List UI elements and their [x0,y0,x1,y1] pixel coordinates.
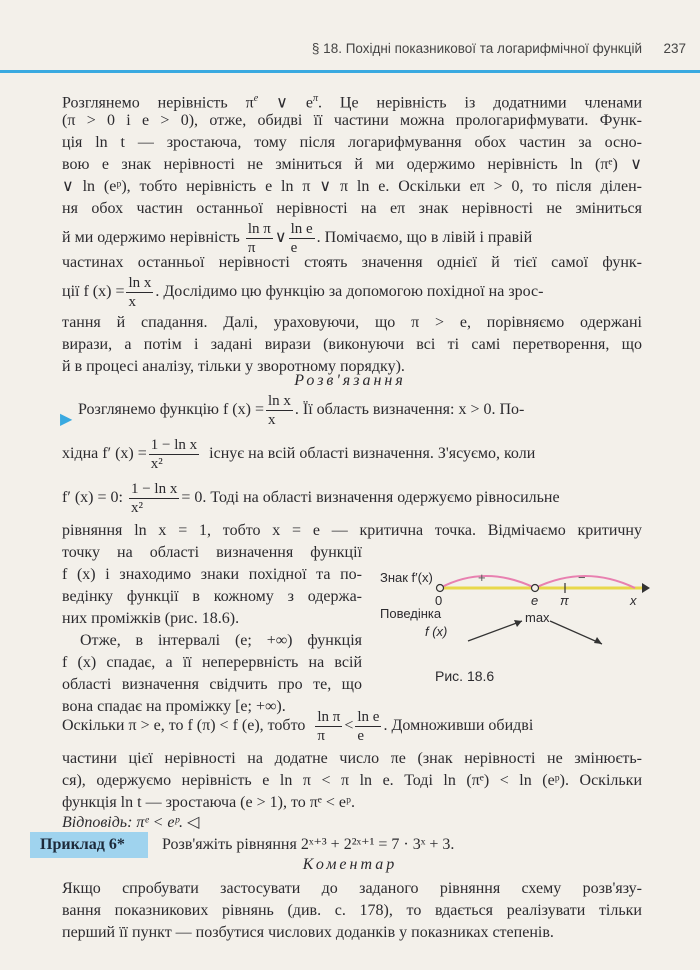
fraction-lnx-x: $\frac{\text{ln x}}{x}$ [267,392,291,428]
text-line: вою e знак нерівності не зміниться й ми одержимо нерівність ln (πᵉ) ∨ [62,156,642,173]
fraction-derivative: $\frac{\text{1 − ln x}}{\text{x²}}$ [150,436,198,472]
comment-heading: Коментар [302,856,398,873]
text-line: функція ln t — зростаюча (e > 1), то πᵉ < eᵖ. [62,794,356,811]
text-line: Якщо спробувати застосувати до заданого рівняння схему розв'язу- [62,880,642,897]
page-header [0,36,700,73]
example-task: Розв'яжіть рівняння 2ˣ⁺³ + 2²ˣ⁺¹ = 7 · 3ˣ + 3. [162,836,455,853]
section-title: § 18. Похідні показникової та логарифмічної функцій [311,41,642,56]
text-line: області визначення свідчить про те, що [62,676,362,693]
text-line: рівняння ln x = 1, тобто x = e — критична точка. Відмічаємо критичну [62,522,642,539]
text-line: них проміжків (рис. 18.6). [62,610,240,627]
fraction-derivative: $\frac{\text{1 − ln x}}{\text{x²}}$ [130,480,178,516]
max-label: max [525,610,550,625]
text-line: (π > 0 і e > 0), отже, обидві її частини можна прологарифмувати. Функ- [62,112,642,129]
minus-sign: − [578,570,586,585]
e-point [532,585,539,592]
fraction-lnx-x: $\frac{\text{ln x}}{x}$ [128,274,152,310]
text-line: ∨ ln (eᵖ), тобто нерівність e ln π ∨ π ln e. Оскільки eπ > 0, то після ділен- [62,178,642,195]
fraction-lne-e: $\frac{\text{ln e}}{e}$ [290,220,313,256]
solution-marker-icon: ▶ [60,411,73,428]
solution-heading: Розв'язання [294,372,406,389]
fraction-lnpi-pi: $\frac{\text{ln π}}{\pi}$ [317,708,341,744]
text-line: вирази, а потім і задані вирази (виконуючи всі ті самі перетворення, що [62,336,642,353]
figure-caption: Рис. 18.6 [435,668,495,684]
e-label: e [531,593,539,608]
positive-arc [440,576,535,588]
behavior-fx-label: f (x) [425,624,448,639]
text-line: вона спадає на проміжку [e; +∞). [62,698,286,715]
text-line: частинах останньої нерівності стоять значення однієї й тієї самої функ- [62,254,642,271]
decrease-arrow [550,621,602,644]
text-line: ція ln t — зростаюча, тому після логарифмування обох частин за осно- [62,134,642,151]
fraction-lne-e: $\frac{\text{ln e}}{e}$ [357,708,380,744]
increase-arrow [468,621,522,641]
x-label: x [630,593,637,608]
text-line-with-fraction: й ми одержимо нерівність $\frac{\text{ln π}}{\pi}$ ∨ $\frac{\text{ln e}}{e}$ . Помічаємо, що в лівій і правій [62,220,533,256]
text-line: частини цієї нерівності на додатне число πe (знак нерівності не змінюєть- [62,750,642,767]
example-badge: Приклад 6* [30,832,148,858]
axis-arrow-icon [642,583,650,593]
pi-label: π [560,593,569,608]
text-line: Розглянемо нерівність $\pi^e$ ∨ $e^\pi$. Це нерівність із додатними членами [62,93,643,112]
sign-label: Знак f′(x) [380,570,433,585]
text-line: ся), одержуємо нерівність e ln π < π ln e. Тоді ln (πᵉ) < ln (eᵖ). Оскільки [62,772,642,789]
text-line-with-fraction: f′ (x) = 0: $\frac{\text{1 − ln x}}{\text{x²}}$ = 0. Тоді на області визначення одержуємо рівносильне [62,480,560,516]
text-line-with-fraction: Оскільки π > e, то f (π) < f (e), тобто $\frac{\text{ln π}}{\pi}$ < $\frac{\text{ln e}}{e}$ . Домноживши обидві [62,708,534,744]
zero-label: 0 [435,593,443,608]
text-line: f (x) і знаходимо знаки похідної та по- [62,566,362,583]
zero-point [437,585,444,592]
text-line-with-fraction: хідна f′ (x) = $\frac{\text{1 − ln x}}{\text{x²}}$ існує на всій області визначення. З'ясуємо, коли [62,436,536,472]
text-line: точку на області визначення функції [62,544,362,561]
answer-line: Відповідь: πᵉ < eᵖ. ◁ [62,814,200,831]
text-line: тання й спадання. Далі, ураховуючи, що π > e, порівняємо одержані [62,314,642,331]
text-line: ведінку функції в кожному з одержа- [62,588,362,605]
figure-18-6 [380,566,650,696]
text-line: Отже, в інтервалі (e; +∞) функція [80,632,362,649]
text-line: вання показникових рівнянь (див. с. 178), то вдається реалізувати тільки [62,902,642,919]
plus-sign: + [478,570,486,585]
text-line: f (x) спадає, а її неперервність на всій [62,654,362,671]
text-line: ня обох частин останньої нерівності на eπ знак нерівності не зміниться [62,200,642,217]
text-line-with-fraction: ції f (x) = $\frac{\text{ln x}}{x}$ . Дослідимо цю функцію за допомогою похідної на зрос- [62,274,544,310]
page-number: 237 [663,41,686,56]
text-line: й в процесі аналізу, тільки у зворотному порядку). [62,358,405,375]
fraction-lnpi-pi: $\frac{\text{ln π}}{\pi}$ [247,220,271,256]
behavior-label: Поведінка [380,606,442,621]
text-line-with-fraction: Розглянемо функцію f (x) = $\frac{\text{ln x}}{x}$ . Її область визначення: x > 0. По- [78,392,525,428]
text-line: перший її пункт — позбутися числових доданків у показниках степенів. [62,924,554,941]
